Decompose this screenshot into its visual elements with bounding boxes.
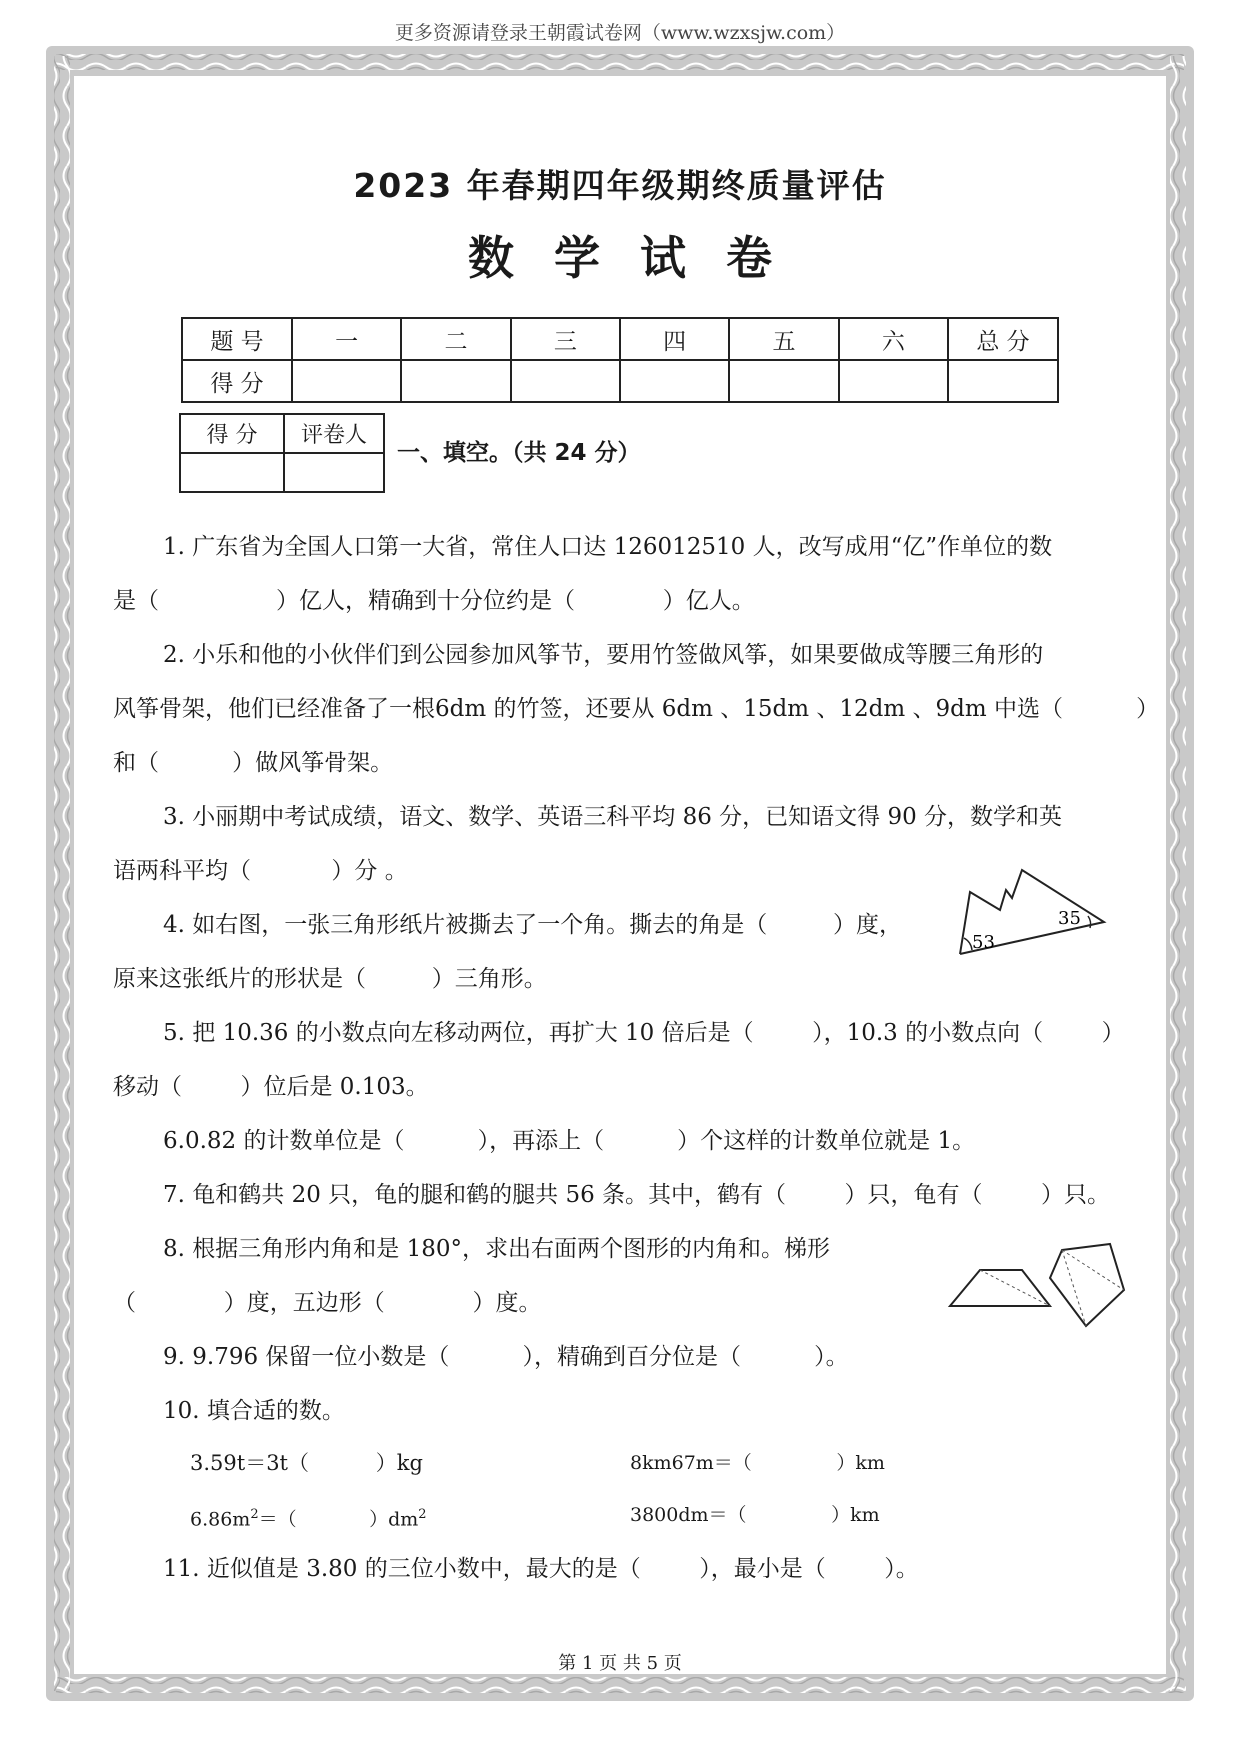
score-table bbox=[181, 317, 1059, 403]
score-cell: 一 bbox=[292, 318, 401, 360]
question-1-line-2: 是（ ）亿人，精确到十分位约是（ ）亿人。 bbox=[113, 588, 755, 614]
score-cell: 题 号 bbox=[182, 318, 292, 360]
site-header: 更多资源请登录王朝霞试卷网（www.wzxsjw.com） bbox=[394, 22, 846, 44]
question-10-item-3: $6.86m^2=$（ ）$dm^2$ bbox=[190, 1507, 427, 1531]
score-blank[interactable] bbox=[401, 360, 510, 402]
score-blank[interactable] bbox=[620, 360, 729, 402]
page-footer: 第 1 页 共 5 页 bbox=[558, 1653, 682, 1674]
question-3-line-1: 3. 小丽期中考试成绩，语文、数学、英语三科平均 86 分，已知语文得 90 分，数学和英 bbox=[163, 804, 1063, 830]
question-7: 7. 龟和鹤共 20 只，龟的腿和鹤的腿共 56 条。其中，鹤有（ ）只，龟有（ ）只。 bbox=[163, 1182, 1111, 1208]
score-blank[interactable] bbox=[839, 360, 948, 402]
question-5-line-2: 移动（ ）位后是 0.103。 bbox=[113, 1074, 429, 1100]
section-title: 一、填空。（共 24 分） bbox=[397, 440, 641, 466]
question-1-line-1: 1. 广东省为全国人口第一大省，常住人口达 126012510 人，改写成用“亿”作单位的数 bbox=[163, 534, 1053, 560]
score-row-label: 得 分 bbox=[182, 360, 292, 402]
question-9: 9. 9.796 保留一位小数是（ ），精确到百分位是（ ）。 bbox=[163, 1344, 849, 1370]
question-10-item-2: 8km67m＝（ ）km bbox=[630, 1452, 885, 1474]
score-blank[interactable] bbox=[729, 360, 838, 402]
question-5-line-1: 5. 把 10.36 的小数点向左移动两位，再扩大 10 倍后是（ ），10.3 的小数点向（ ） bbox=[163, 1020, 1125, 1046]
score-blank[interactable] bbox=[511, 360, 620, 402]
question-4-line-1: 4. 如右图，一张三角形纸片被撕去了一个角。撕去的角是（ ）度， bbox=[163, 912, 903, 938]
question-6: 6.0.82 的计数单位是（ ），再添上（ ）个这样的计数单位就是 1。 bbox=[163, 1128, 976, 1154]
question-10-item-4: 3800dm＝（ ）km bbox=[630, 1504, 880, 1526]
question-8-line-2: （ ）度，五边形（ ）度。 bbox=[113, 1290, 542, 1316]
trapezoid-pentagon-figure bbox=[946, 1240, 1126, 1340]
score-cell: 六 bbox=[839, 318, 948, 360]
question-10-title: 10. 填合适的数。 bbox=[163, 1398, 345, 1424]
grader-name-blank[interactable] bbox=[284, 453, 384, 492]
grader-label: 评卷人 bbox=[284, 414, 384, 453]
grader-score-label: 得 分 bbox=[180, 414, 284, 453]
score-blank[interactable] bbox=[948, 360, 1058, 402]
question-2-line-2: 风筝骨架，他们已经准备了一根6dm 的竹签，还要从 6dm 、15dm 、12dm 、9dm 中选（ ） bbox=[113, 696, 1160, 722]
score-table-score-row bbox=[182, 360, 1058, 402]
score-table-header-row bbox=[182, 318, 1058, 360]
angle-53-label: 53 bbox=[972, 932, 995, 953]
score-cell: 四 bbox=[620, 318, 729, 360]
question-8-line-1: 8. 根据三角形内角和是 180°，求出右面两个图形的内角和。梯形 bbox=[163, 1236, 830, 1262]
score-blank[interactable] bbox=[292, 360, 401, 402]
score-cell: 三 bbox=[511, 318, 620, 360]
score-cell: 二 bbox=[401, 318, 510, 360]
exam-title: 2023 年春期四年级期终质量评估 bbox=[353, 166, 887, 205]
grader-table bbox=[179, 413, 385, 493]
angle-35-label: 35 bbox=[1058, 908, 1081, 929]
torn-triangle-figure bbox=[950, 862, 1110, 962]
question-11: 11. 近似值是 3.80 的三位小数中，最大的是（ ），最小是（ ）。 bbox=[163, 1556, 919, 1582]
question-10-item-1: 3.59t＝3t（ ）kg bbox=[190, 1451, 423, 1475]
question-3-line-2: 语两科平均（ ）分 。 bbox=[113, 858, 408, 884]
grader-score-blank[interactable] bbox=[180, 453, 284, 492]
question-2-line-1: 2. 小乐和他的小伙伴们到公园参加风筝节，要用竹签做风筝，如果要做成等腰三角形的 bbox=[163, 642, 1044, 668]
question-2-line-3: 和（ ）做风筝骨架。 bbox=[113, 750, 394, 776]
exam-subtitle: 数学试卷 bbox=[468, 231, 812, 285]
score-cell: 总 分 bbox=[948, 318, 1058, 360]
question-4-line-2: 原来这张纸片的形状是（ ）三角形。 bbox=[113, 966, 547, 992]
score-cell: 五 bbox=[729, 318, 838, 360]
